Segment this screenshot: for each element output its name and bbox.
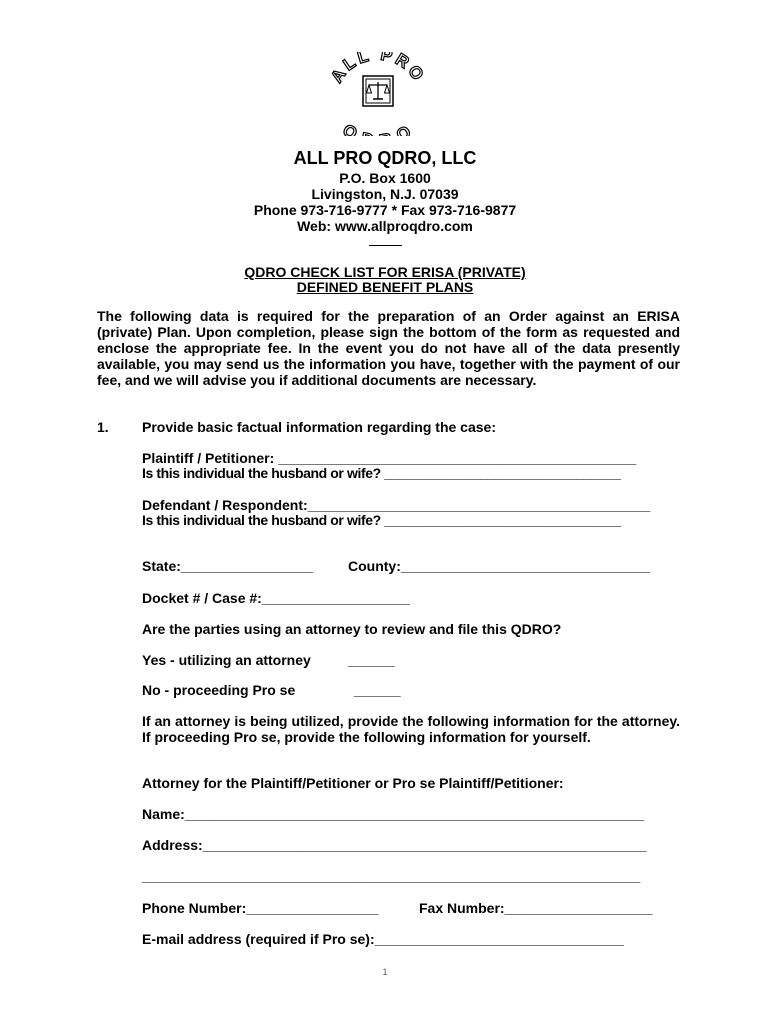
city-address: Livingston, N.J. 07039: [311, 186, 459, 202]
intro-paragraph: The following data is required for the preparation of an Order against an ERISA (private) Plan. Upon completion, please sign the bottom of the form as requested and enclose the appropriate fee. In the event you do not have all of the data presently available, you may send us the information you have, together with the payment of our fee, and we will advise you if additional documents are necessary.: [97, 308, 680, 388]
county-field[interactable]: County:________________________________: [348, 558, 651, 574]
pro-se-checkbox[interactable]: ______: [354, 682, 401, 698]
website: Web: www.allproqdro.com: [297, 218, 473, 234]
plaintiff-role-field[interactable]: Is this individual the husband or wife? ________________________________: [142, 465, 621, 481]
yes-attorney-label: Yes - utilizing an attorney: [142, 652, 311, 668]
attorney-question: Are the parties using an attorney to review and file this QDRO?: [142, 621, 562, 637]
company-logo: [326, 52, 430, 136]
defendant-field[interactable]: Defendant / Respondent:____________________________________________: [142, 497, 651, 513]
document-title-line2: DEFINED BENEFIT PLANS: [296, 279, 474, 295]
state-field[interactable]: State:_________________: [142, 558, 314, 574]
page-number: 1: [382, 967, 388, 977]
po-box: P.O. Box 1600: [339, 170, 431, 186]
scales-of-justice-icon: [326, 52, 430, 136]
pro-se-label: No - proceeding Pro se: [142, 682, 296, 698]
yes-attorney-checkbox[interactable]: ______: [348, 652, 395, 668]
attorney-for-label: Attorney for the Plaintiff/Petitioner or Pro se Plaintiff/Petitioner:: [142, 775, 564, 791]
attorney-instructions: If an attorney is being utilized, provide the following information for the attorney. If proceeding Pro se, provide the following information for yourself.: [142, 713, 680, 745]
phone-fax: Phone 973-716-9777 * Fax 973-716-9877: [253, 202, 517, 218]
address-field[interactable]: Address:_________________________________________________________: [142, 837, 647, 853]
plaintiff-field[interactable]: Plaintiff / Petitioner: ______________________________________________: [142, 450, 637, 466]
svg-text:QDRO: [339, 120, 417, 136]
fax-field[interactable]: Fax Number:___________________: [419, 900, 653, 916]
document-title-line1: QDRO CHECK LIST FOR ERISA (PRIVATE): [244, 264, 526, 280]
docket-field[interactable]: Docket # / Case #:___________________: [142, 590, 410, 606]
phone-field[interactable]: Phone Number:_________________: [142, 900, 379, 916]
divider: [369, 245, 402, 246]
section-number: 1.: [97, 419, 109, 435]
address-line2-field[interactable]: ________________________________________________________________: [142, 868, 641, 884]
email-field[interactable]: E-mail address (required if Pro se):________________________________: [142, 931, 624, 947]
logo-top-text: ALL PRO: [326, 52, 430, 87]
name-field[interactable]: Name:___________________________________________________________: [142, 806, 645, 822]
logo-bottom-text: Q O: [339, 120, 417, 136]
firm-name: ALL PRO QDRO, LLC: [293, 148, 477, 168]
defendant-role-field[interactable]: Is this individual the husband or wife? ________________________________: [142, 512, 621, 528]
svg-text:ALL PRO: [327, 52, 429, 86]
section-heading: Provide basic factual information regarding the case:: [142, 419, 496, 435]
